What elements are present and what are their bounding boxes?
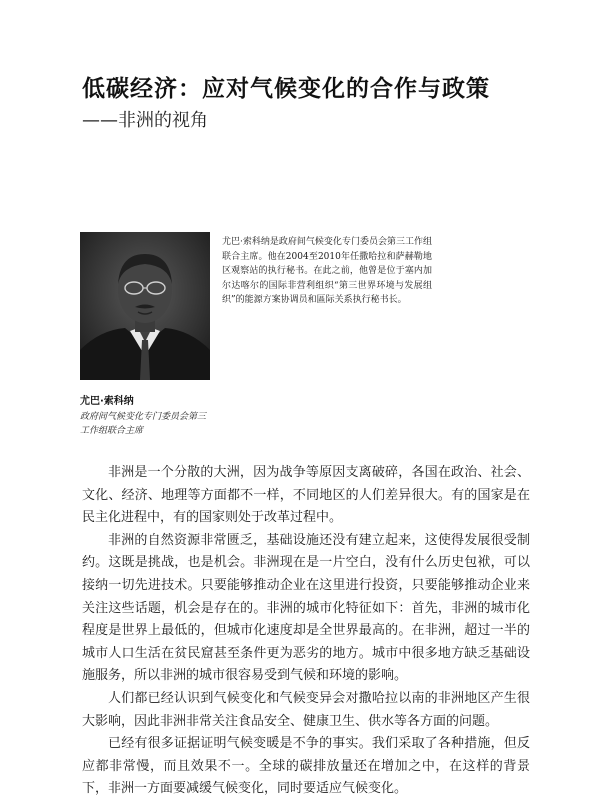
body-paragraph: 已经有很多证据证明气候变暖是不争的事实。我们采取了各种措施，但反应都非常慢，而且效果不一。全球的碳排放量还在增加之中，在这样的背景下，非洲一方面要减缓气候变化，同时要适应气候变化。 [82, 736, 530, 797]
author-name: 尤巴·索科纳 [80, 396, 134, 407]
author-role: 政府间气候变化专门委员会第三工作组联合主席 [80, 412, 207, 436]
body-paragraph: 人们都已经认识到气候变化和气候变异会对撒哈拉以南的非洲地区产生很大影响，因此非洲非常关注食品安全、健康卫生、供水等各方面的问题。 [82, 690, 530, 729]
author-portrait-icon [80, 232, 210, 380]
article-subtitle: ——非洲的视角 [82, 110, 208, 131]
author-photo [80, 232, 210, 380]
body-paragraph: 非洲是一个分散的大洲，因为战争等原因支离破碎，各国在政治、社会、文化、经济、地理等方面都不一样，不同地区的人们差异很大。有的国家是在民主化进程中，有的国家则处于改革过程中。 [82, 465, 530, 526]
article-body [82, 462, 530, 801]
body-paragraph: 非洲的自然资源非常匮乏，基础设施还没有建立起来，这使得发展很受制约。这既是挑战，也是机会。非洲现在是一片空白，没有什么历史包袱，可以接纳一切先进技术。只要能够推动企业在这里进行投资，只要能够推动企业来关注这些话题，机会是存在的。非洲的城市化特征如下：首先，非洲的城市化程度是世界上最低的，但城市化速度却是全世界最高的。在非洲，超过一半的城市人口生活在贫民窟甚至条件更为恶劣的地方。城市中很多地方缺乏基础设施服务，所以非洲的城市很容易受到气候和环境的影响。 [82, 532, 530, 684]
author-bio: 尤巴·索科纳是政府间气候变化专门委员会第三工作组联合主席。他在2004至2010年任撒哈拉和萨赫勒地区观察站的执行秘书。在此之前，他曾是位于塞内加尔达喀尔的国际非营利组织“第三世界环境与发展组织”的能源方案协调员和區际关系执行秘书长。 [222, 237, 432, 305]
article-title: 低碳经济：应对气候变化的合作与政策 [82, 76, 490, 102]
